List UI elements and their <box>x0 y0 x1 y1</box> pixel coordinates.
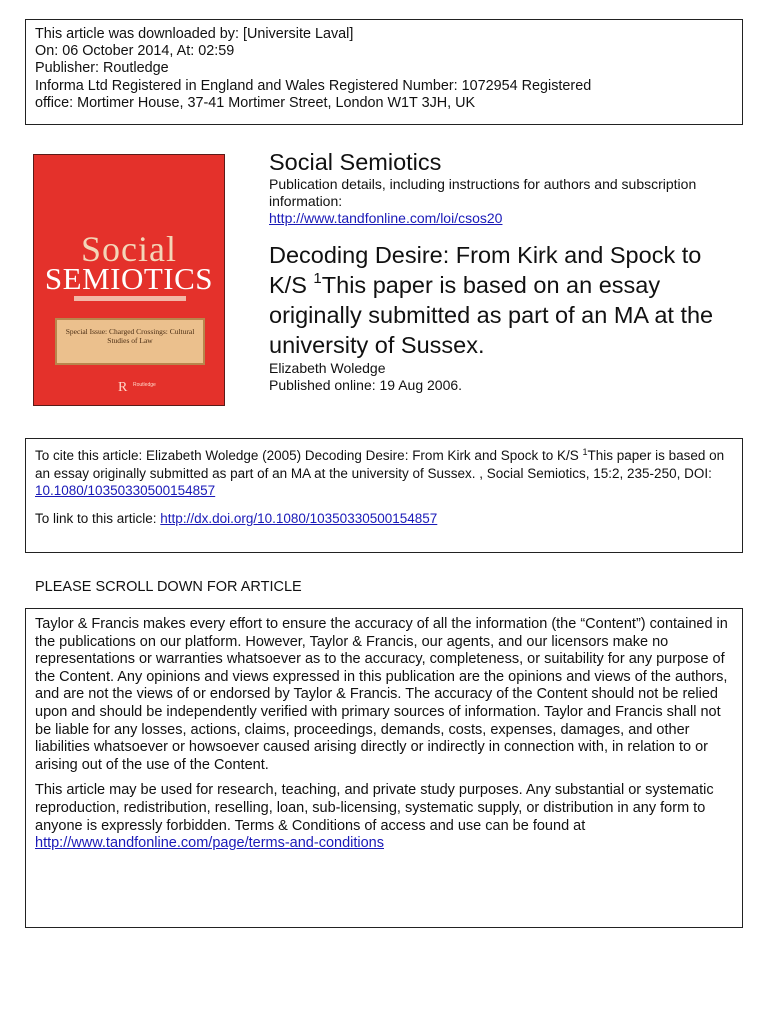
article-title-part2: This paper is based on an essay originally submitted as part of an MA at the university of Sussex. <box>269 272 714 358</box>
article-doi-url-link[interactable]: http://dx.doi.org/10.1080/10350330500154857 <box>160 510 438 526</box>
citation-part2: This paper is based on an essay originally submitted as part of an MA at the university of Sussex. , Social Semiotics, 15:2, 235-250, DOI: <box>35 448 725 481</box>
disclaimer-paragraph: Taylor & Francis makes every effort to ensure the accuracy of all the information (the “Content”) contained in the publications on our platform. However, Taylor & Francis, our agents, and our licensors make no representations or warranties whatsoever as to the accuracy, completeness, or suitability for any purpose of the Content. Any opinions and views expressed in this publication are the opinions and views of the authors, and are not the views of or endorsed by Taylor & Francis. The accuracy of the Content should not be relied upon and should be independently verified with primary sources of information. Taylor and Francis shall not be liable for any losses, actions, claims, proceedings, demands, costs, expenses, damages, and other liabilities whatsoever or howsoever caused arising directly or indirectly in connection with, in relation to or arising out of the use of the Content. <box>35 616 728 773</box>
citation-text <box>35 447 733 500</box>
cover-title-semiotics: SEMIOTICS <box>44 261 214 296</box>
article-title <box>269 240 739 360</box>
article-header <box>269 148 739 394</box>
cover-title-social: Social <box>81 229 177 269</box>
publication-details: Publication details, including instructions for authors and subscription information: <box>269 176 697 209</box>
cover-issue-strip <box>74 296 186 301</box>
cover-special-issue-panel: Special Issue: Charged Crossings: Cultural Studies of Law <box>55 318 205 365</box>
terms-and-conditions-link[interactable]: http://www.tandfonline.com/page/terms-and-conditions <box>35 835 384 852</box>
article-link-label: To link to this article: <box>35 510 161 526</box>
scroll-down-notice: PLEASE SCROLL DOWN FOR ARTICLE <box>35 579 302 595</box>
download-notice-box <box>25 19 743 125</box>
journal-title: Social Semiotics <box>269 149 442 175</box>
citation-footnote-marker: 1 <box>582 447 588 457</box>
footnote-marker: 1 <box>313 270 322 287</box>
download-notice-line: office: Mortimer House, 37-41 Mortimer Street, London W1T 3JH, UK <box>35 94 476 111</box>
journal-cover-image <box>33 154 225 406</box>
citation-box <box>25 438 743 553</box>
terms-text: This article may be used for research, teaching, and private study purposes. Any substantial or systematic reproduction, redistribution, reselling, loan, sub-licensing, systematic supply, or distribution in any form to anyone is expressly forbidden. Terms & Conditions of access and use can be found at <box>35 782 714 834</box>
journal-link[interactable]: http://www.tandfonline.com/loi/csos20 <box>269 210 503 226</box>
download-notice-line: Publisher: Routledge <box>35 60 169 77</box>
doi-link[interactable]: 10.1080/10350330500154857 <box>35 483 216 498</box>
disclaimer-box <box>25 608 743 928</box>
article-title-part1: Decoding Desire: From Kirk and Spock to K/S <box>269 242 702 298</box>
published-date: Published online: 19 Aug 2006. <box>269 377 463 393</box>
download-notice-line: Informa Ltd Registered in England and Wales Registered Number: 1072954 Registered <box>35 77 592 94</box>
download-notice-line: On: 06 October 2014, At: 02:59 <box>35 43 235 60</box>
citation-part1: To cite this article: Elizabeth Woledge (2005) Decoding Desire: From Kirk and Spock to K/S <box>35 448 583 463</box>
download-notice-line: This article was downloaded by: [Universite Laval] <box>35 26 354 42</box>
article-link-line <box>35 510 733 527</box>
terms-paragraph <box>35 782 733 852</box>
routledge-logo-icon: R <box>118 380 128 395</box>
author-name: Elizabeth Woledge <box>269 360 386 376</box>
cover-publisher-name: Routledge <box>133 382 156 388</box>
